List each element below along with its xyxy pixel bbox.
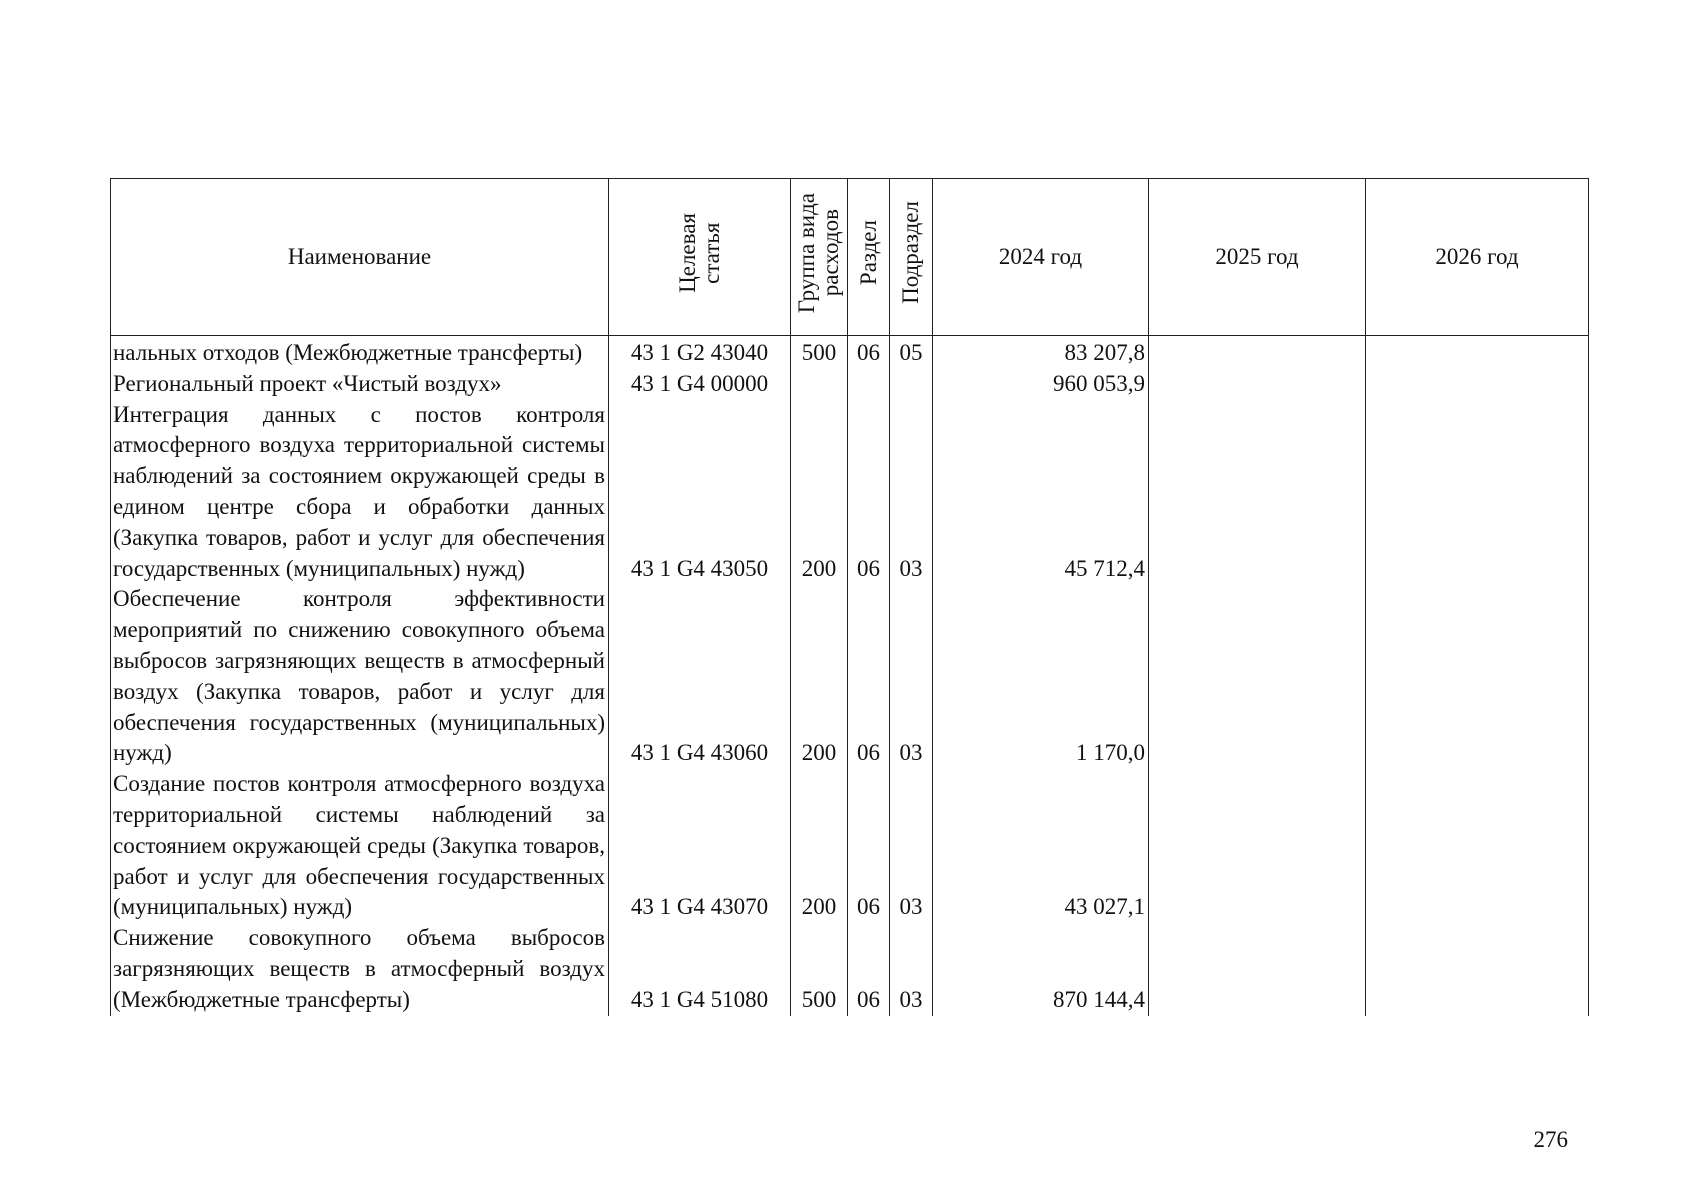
- cell-subsection: 03: [890, 400, 933, 585]
- cell-subsection: 05: [890, 336, 933, 369]
- cell-name: Создание постов контроля атмосферного воздуха территориальной системы наблюдений за состоянием окружающей среды (Закупка товаров, работ и услуг для обеспечения государственных (муниципальных) нужд): [111, 769, 609, 923]
- header-year-2026: 2026 год: [1366, 179, 1589, 336]
- cell-subsection: 03: [890, 769, 933, 923]
- cell-name: Обеспечение контроля эффективности мероприятий по снижению совокупного объема выбросов загрязняющих веществ в атмосферный воздух (Закупка товаров, работ и услуг для обеспечения государственных (муниципальных) нужд): [111, 584, 609, 769]
- cell-section: 06: [848, 336, 890, 369]
- cell-expense-group: 200: [791, 400, 848, 585]
- cell-expense-group: 500: [791, 336, 848, 369]
- cell-year-2026: [1366, 584, 1589, 769]
- cell-year-2024: 870 144,4: [933, 923, 1149, 1015]
- table-row: [111, 400, 1589, 585]
- cell-year-2024: 1 170,0: [933, 584, 1149, 769]
- cell-year-2024: 45 712,4: [933, 400, 1149, 585]
- cell-year-2025: [1149, 769, 1366, 923]
- table-row: [111, 369, 1589, 400]
- cell-year-2026: [1366, 923, 1589, 1015]
- cell-name: Снижение совокупного объема выбросов загрязняющих веществ в атмосферный воздух (Межбюджетные трансферты): [111, 923, 609, 1015]
- cell-section: 06: [848, 769, 890, 923]
- cell-subsection: 03: [890, 923, 933, 1015]
- cell-name: Региональный проект «Чистый воздух»: [111, 369, 609, 400]
- cell-year-2024: 960 053,9: [933, 369, 1149, 400]
- cell-expense-group: 500: [791, 923, 848, 1015]
- cell-target-article: 43 1 G4 43050: [609, 400, 791, 585]
- cell-year-2026: [1366, 400, 1589, 585]
- cell-target-article: 43 1 G4 00000: [609, 369, 791, 400]
- cell-expense-group: 200: [791, 584, 848, 769]
- header-section: Раздел: [848, 179, 890, 336]
- cell-name: Интеграция данных с постов контроля атмосферного воздуха территориальной системы наблюдений за состоянием окружающей среды в едином центре сбора и обработки данных (Закупка товаров, работ и услуг для обеспечения государственных (муниципальных) нужд): [111, 400, 609, 585]
- cell-year-2026: [1366, 369, 1589, 400]
- cell-section: 06: [848, 400, 890, 585]
- cell-target-article: 43 1 G2 43040: [609, 336, 791, 369]
- cell-year-2025: [1149, 336, 1366, 369]
- cell-name: нальных отходов (Межбюджетные трансферты): [111, 336, 609, 369]
- cell-year-2026: [1366, 769, 1589, 923]
- cell-subsection: [890, 369, 933, 400]
- table-header-row: [111, 179, 1589, 336]
- budget-table: [110, 178, 1589, 1016]
- cell-expense-group: 200: [791, 769, 848, 923]
- header-year-2024: 2024 год: [933, 179, 1149, 336]
- header-name: Наименование: [111, 179, 609, 336]
- header-subsection: Подраздел: [890, 179, 933, 336]
- header-target-article: Целевая статья: [609, 179, 791, 336]
- cell-year-2025: [1149, 584, 1366, 769]
- cell-year-2025: [1149, 400, 1366, 585]
- cell-year-2025: [1149, 369, 1366, 400]
- cell-year-2024: 83 207,8: [933, 336, 1149, 369]
- cell-section: 06: [848, 923, 890, 1015]
- table-row: [111, 923, 1589, 1015]
- cell-section: 06: [848, 584, 890, 769]
- header-expense-group: Группа вида расходов: [791, 179, 848, 336]
- table-row: [111, 336, 1589, 369]
- cell-target-article: 43 1 G4 51080: [609, 923, 791, 1015]
- cell-subsection: 03: [890, 584, 933, 769]
- cell-expense-group: [791, 369, 848, 400]
- cell-target-article: 43 1 G4 43060: [609, 584, 791, 769]
- cell-year-2024: 43 027,1: [933, 769, 1149, 923]
- cell-target-article: 43 1 G4 43070: [609, 769, 791, 923]
- table-row: [111, 584, 1589, 769]
- header-year-2025: 2025 год: [1149, 179, 1366, 336]
- cell-year-2026: [1366, 336, 1589, 369]
- table-row: [111, 769, 1589, 923]
- page-number: 276: [1533, 1127, 1568, 1152]
- table-body: [111, 336, 1589, 1016]
- cell-year-2025: [1149, 923, 1366, 1015]
- cell-section: [848, 369, 890, 400]
